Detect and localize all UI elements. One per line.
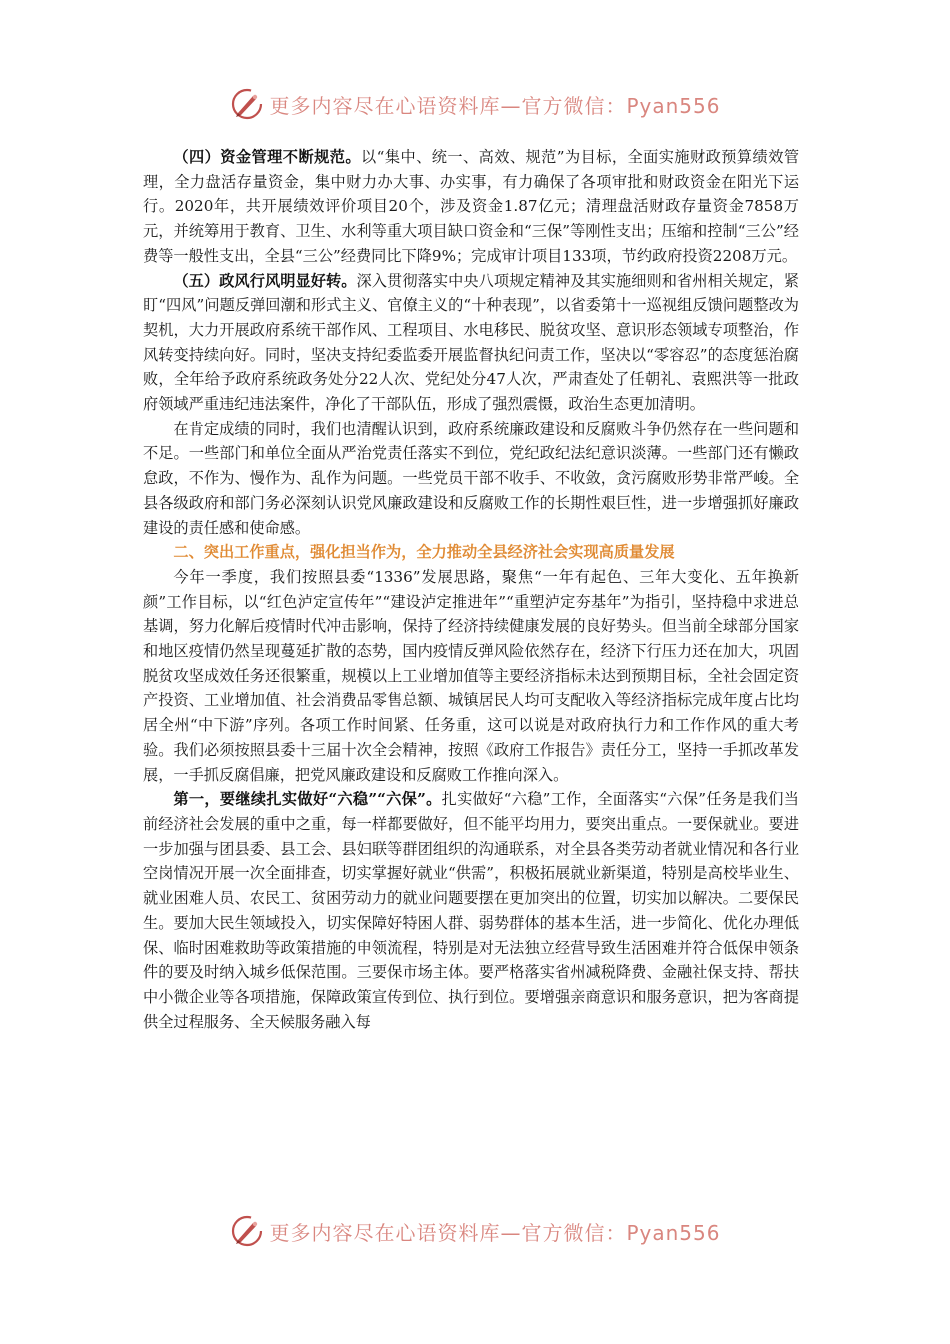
header-watermark-text: 更多内容尽在心语资料库—官方微信：Pyan556 <box>269 93 721 118</box>
section-heading-2: 二、突出工作重点，强化担当作为，全力推动全县经济社会实现高质量发展 <box>173 543 675 562</box>
paragraph-text: 在肯定成绩的同时，我们也清醒认识到，政府系统廉政建设和反腐败斗争仍然存在一些问题和不足。一些部门和单位全面从严治党责任落实不到位，党纪政纪法纪意识淡薄。一些部门还有懒政怠政，不作为、慢作为、乱作为问题。一些党员干部不收手、不收敛，贪污腐败形势非常严峻。全县各级政府和部门务必深刻认识党风廉政建设和反腐败工作的长期性艰巨性，进一步增强抓好廉政建设的责任感和使命感。 <box>143 419 799 537</box>
paragraph-text: 以“集中、统一、高效、规范”为目标，全面实施财政预算绩效管理，全力盘活存量资金，集中财力办大事、办实事，有力确保了各项审批和财政资金在阳光下运行。2020年，共开展绩效评价项目20个，涉及资金1.87亿元；清理盘活财政存量资金7858万元，并统筹用于教育、卫生、水利等重大项目缺口资金和“三保”等刚性支出；压缩和控制“三公”经费等一般性支出，全县“三公”经费同比下降9%；完成审计项目133项，节约政府投资2208万元。 <box>143 148 800 265</box>
paragraph-lead: 第一，要继续扎实做好“六稳”“六保”。 <box>173 790 442 809</box>
paragraph-six-stabilities <box>143 787 799 1034</box>
footer-watermark-banner <box>0 1211 950 1251</box>
footer-watermark-text: 更多内容尽在心语资料库—官方微信：Pyan556 <box>269 1220 721 1245</box>
paragraph-text: 今年一季度，我们按照县委“1336”发展思路，聚焦“一年有起色、三年大变化、五年换新颜”工作目标，以“红色泸定宣传年”“建设泸定推进年”“重塑泸定夯基年”为指引，坚持稳中求进总基调，努力化解后疫情时代冲击影响，保持了经济持续健康发展的良好势头。但当前全球部分国家和地区疫情仍然呈现蔓延扩散的态势，国内疫情反弹风险依然存在，经济下行压力还在加大，巩固脱贫攻坚成效任务还很繁重，规模以上工业增加值等主要经济指标未达到预期目标，全社会固定资产投资、工业增加值、社会消费品零售总额、城镇居民人均可支配收入等经济指标完成年度占比均居全州“中下游”序列。各项工作时间紧、任务重，这可以说是对政府执行力和工作作风的重大考验。我们必须按照县委十三届十次全会精神，按照《政府工作报告》责任分工，坚持一手抓改革发展，一手抓反腐倡廉，把党风廉政建设和反腐败工作推向深入。 <box>143 567 799 784</box>
paragraph-text: 深入贯彻落实中央八项规定精神及其实施细则和省州相关规定，紧盯“四风”问题反弹回潮和形式主义、官僚主义的“十种表现”，以省委第十一巡视组反馈问题整改为契机，大力开展政府系统干部作风、工程项目、水电移民、脱贫攻坚、意识形态领域专项整治，作风转变持续向好。同时，坚决支持纪委监委开展监督执纪问责工作，坚决以“零容忍”的态度惩治腐败，全年给予政府系统政务处分22人次、党纪处分47人次，严肃查处了任朝礼、袁熙洪等一批政府领域严重违纪违法案件，净化了干部队伍，形成了强烈震慑，政治生态更加清明。 <box>143 271 800 414</box>
header-watermark-banner <box>0 84 950 124</box>
paragraph-first-quarter <box>143 565 799 787</box>
paragraph-conduct-improvement <box>143 269 799 417</box>
paragraph-text: 扎实做好“六稳”工作，全面落实“六保”任务是我们当前经济社会发展的重中之重，每一样都要做好，但不能平均用力，要突出重点。一要保就业。要进一步加强与团县委、县工会、县妇联等群团组织的沟通联系，对全县各类劳动者就业情况和各行业空岗情况开展一次全面排查，切实掌握好就业“供需”，积极拓展就业新渠道，特别是高校毕业生、就业困难人员、农民工、贫困劳动力的就业问题要摆在更加突出的位置，切实加以解决。二要保民生。要加大民生领域投入，切实保障好特困人群、弱势群体的基本生活，进一步简化、优化办理低保、临时困难救助等政策措施的申领流程，特别是对无法独立经营导致生活困难并符合低保申领条件的要及时纳入城乡低保范围。三要保市场主体。要严格落实省州减税降费、金融社保支持、帮扶中小微企业等各项措施，保障政策宣传到位、执行到位。要增强亲商意识和服务意识，把为客商提供全过程服务、全天候服务融入每 <box>143 790 799 1031</box>
paragraph-fund-management <box>143 145 799 269</box>
paragraph-lead: （四）资金管理不断规范。 <box>173 148 361 166</box>
pen-logo-icon <box>229 1213 265 1249</box>
paragraph-lead: （五）政风行风明显好转。 <box>173 271 357 290</box>
document-body <box>143 145 799 1034</box>
paragraph-problems <box>143 417 799 541</box>
pen-logo-icon <box>229 86 265 122</box>
